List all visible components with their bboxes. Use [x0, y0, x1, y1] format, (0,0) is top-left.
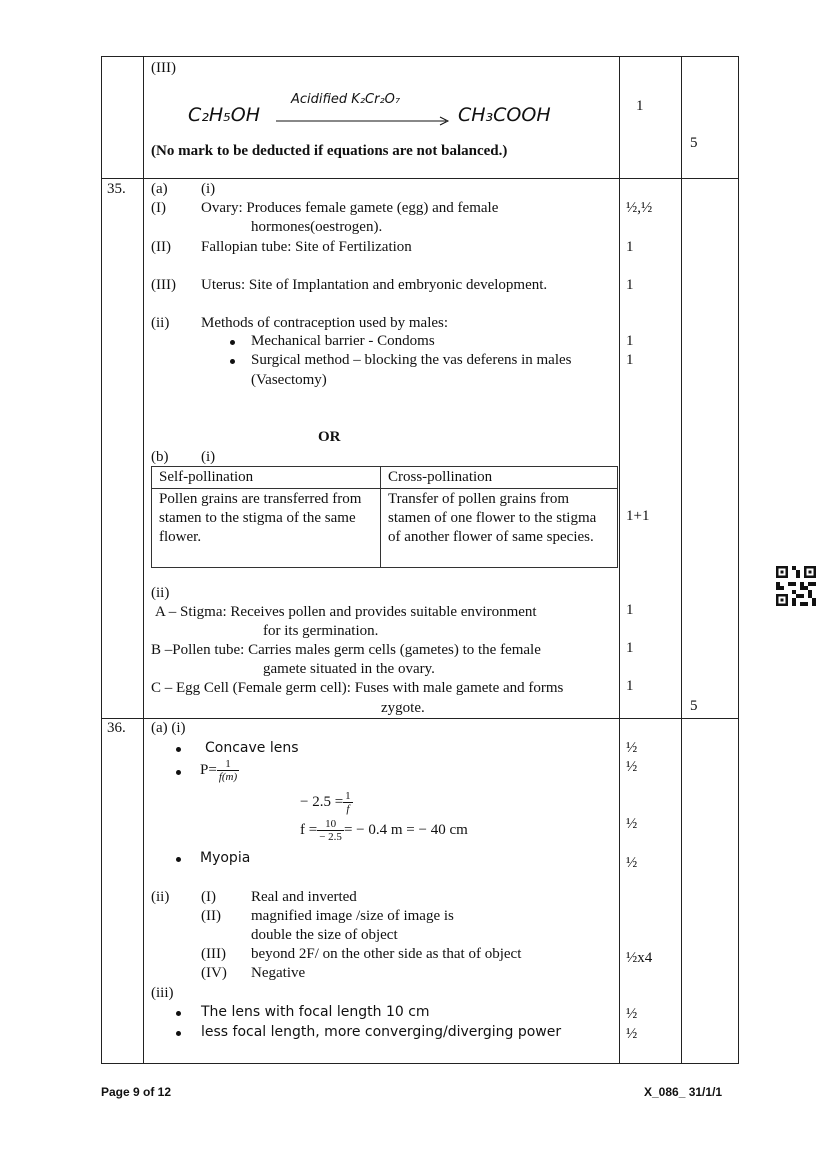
q36-lens: Concave lens [205, 740, 299, 756]
q34-total: 5 [690, 135, 698, 151]
q35-item-1-cont: hormones(oestrogen). [251, 219, 383, 235]
q35-item-3-marks: 1 [626, 277, 634, 293]
q35-item-1-text: Ovary: Produces female gamete (egg) and female [201, 200, 499, 216]
q36-iii-1: The lens with focal length 10 cm [201, 1004, 430, 1020]
footer-page-number: Page 9 of 12 [101, 1085, 172, 1099]
q36-ii-2-label: (II) [201, 908, 221, 924]
table-border-left [101, 56, 102, 1064]
q35-item-2-label: (II) [151, 239, 171, 255]
reaction-arrow [276, 114, 452, 124]
q36-iii-1-marks: ½ [626, 1006, 638, 1022]
q35-method-1-marks: 1 [626, 333, 634, 349]
q36-ii-3-label: (III) [201, 946, 226, 962]
eq2-fraction [317, 818, 344, 843]
bullet-icon [176, 857, 181, 862]
q36-equation-2 [300, 818, 468, 843]
pollination-table [151, 466, 618, 568]
q34-note: (No mark to be deducted if equations are not balanced.) [151, 143, 508, 159]
q34-product: CH₃COOH [458, 104, 551, 126]
eq2-denominator: − 2.5 [319, 831, 342, 843]
table-border-top [101, 56, 739, 57]
power-denominator: f(m) [218, 771, 238, 783]
qr-code-icon [776, 566, 816, 606]
q36-ii-label: (ii) [151, 889, 170, 905]
q35-part-b-cont: gamete situated in the ovary. [263, 661, 435, 677]
q35-part-b-marks: 1 [626, 640, 634, 656]
eq1-left: − 2.5 = [300, 793, 344, 810]
q34-reagent: Acidified K₂Cr₂O₇ [291, 92, 401, 107]
row-divider-2 [101, 718, 739, 719]
q35-item-3-text: Uterus: Site of Implantation and embryonic development. [201, 277, 548, 293]
q36-number: 36. [107, 720, 126, 736]
footer-paper-code: X_086_ 31/1/1 [644, 1085, 723, 1099]
q35-total: 5 [690, 698, 698, 714]
q35-a-ii-text: Methods of contraception used by males: [201, 315, 449, 331]
eq2-left: f = [300, 821, 318, 838]
q35-a-i-label: (i) [201, 181, 216, 197]
table-header-self: Self-pollination [152, 467, 381, 489]
q35-table-marks: 1+1 [626, 508, 650, 524]
q35-part-c: C – Egg Cell (Female germ cell): Fuses with male gamete and forms [151, 680, 564, 696]
q35-a-ii-label: (ii) [151, 315, 170, 331]
power-fraction [217, 758, 239, 783]
q36-defect: Myopia [200, 850, 251, 866]
q36-ii-4-text: Negative [251, 965, 306, 981]
q35-b-label: (b) [151, 449, 169, 465]
q35-part-a: A – Stigma: Receives pollen and provides suitable environment [155, 604, 537, 620]
q35-a-label: (a) [151, 181, 168, 197]
q36-defect-marks: ½ [626, 855, 638, 871]
q35-method-2-cont: (Vasectomy) [251, 372, 327, 388]
q36-ii-3-text: beyond 2F/ on the other side as that of object [251, 946, 522, 962]
q35-item-3-label: (III) [151, 277, 176, 293]
table-header-cross: Cross-pollination [381, 467, 618, 489]
column-divider-3 [681, 56, 682, 1064]
eq2-right: = − 0.4 m = − 40 cm [343, 821, 468, 838]
q35-method-2-marks: 1 [626, 352, 634, 368]
q36-equation-1 [300, 790, 353, 815]
eq1-numerator: 1 [345, 790, 351, 802]
q36-ii-2-text: magnified image /size of image is [251, 908, 454, 924]
q35-method-2: Surgical method – blocking the vas deferens in males [251, 352, 572, 368]
q36-ii-4-label: (IV) [201, 965, 227, 981]
q35-item-1-label: (I) [151, 200, 166, 216]
bullet-icon [230, 359, 235, 364]
q35-b-i-label: (i) [201, 449, 216, 465]
q35-part-b: B –Pollen tube: Carries males germ cells (gametes) to the female [151, 642, 541, 658]
q35-method-1: Mechanical barrier - Condoms [251, 333, 435, 349]
power-symbol: P [200, 761, 209, 778]
q35-part-c-marks: 1 [626, 678, 634, 694]
q35-item-1-marks: ½,½ [626, 200, 653, 216]
row-divider-1 [101, 178, 739, 179]
eq2-numerator: 10 [317, 818, 344, 831]
q35-item-2-marks: 1 [626, 239, 634, 255]
q36-a-label: (a) (i) [151, 720, 186, 736]
q36-eq-marks: ½ [626, 816, 638, 832]
q35-item-2-text: Fallopian tube: Site of Fertilization [201, 239, 412, 255]
bullet-icon [176, 747, 181, 752]
q36-power-marks: ½ [626, 759, 638, 775]
table-cell-self: Pollen grains are transferred from stamen to the stigma of the same flower. [152, 489, 381, 568]
table-border-right [738, 56, 739, 1064]
q35-part-a-marks: 1 [626, 602, 634, 618]
q35-part-a-cont: for its germination. [263, 623, 379, 639]
eq1-fraction [343, 790, 353, 815]
q34-reactant: C₂H₅OH [188, 104, 261, 126]
column-divider-1 [143, 56, 144, 1064]
power-numerator: 1 [217, 758, 239, 771]
q36-ii-1-text: Real and inverted [251, 889, 357, 905]
q36-ii-2-cont: double the size of object [251, 927, 398, 943]
table-cell-cross: Transfer of pollen grains from stamen of one flower to the stigma of another flower of same species. [381, 489, 618, 568]
q36-ii-marks: ½x4 [626, 950, 653, 966]
bullet-icon [176, 1031, 181, 1036]
column-divider-2 [619, 56, 620, 1064]
q34-sub-label: (III) [151, 60, 176, 76]
equals-sign: = [208, 761, 217, 778]
q35-part-c-cont: zygote. [381, 700, 425, 716]
q36-lens-marks: ½ [626, 740, 638, 756]
q35-number: 35. [107, 181, 126, 197]
table-border-bottom [101, 1063, 739, 1064]
q35-or: OR [318, 429, 341, 445]
bullet-icon [176, 770, 181, 775]
bullet-icon [176, 1011, 181, 1016]
q34-marks: 1 [636, 98, 644, 114]
arrow-icon [276, 116, 452, 126]
q36-power-formula [200, 758, 239, 783]
eq1-denominator: f [346, 803, 350, 815]
bullet-icon [230, 340, 235, 345]
q36-iii-2: less focal length, more converging/diverging power [201, 1024, 562, 1040]
q36-iii-label: (iii) [151, 985, 174, 1001]
q36-ii-1-label: (I) [201, 889, 216, 905]
q36-iii-2-marks: ½ [626, 1026, 638, 1042]
q35-b-ii-label: (ii) [151, 585, 170, 601]
